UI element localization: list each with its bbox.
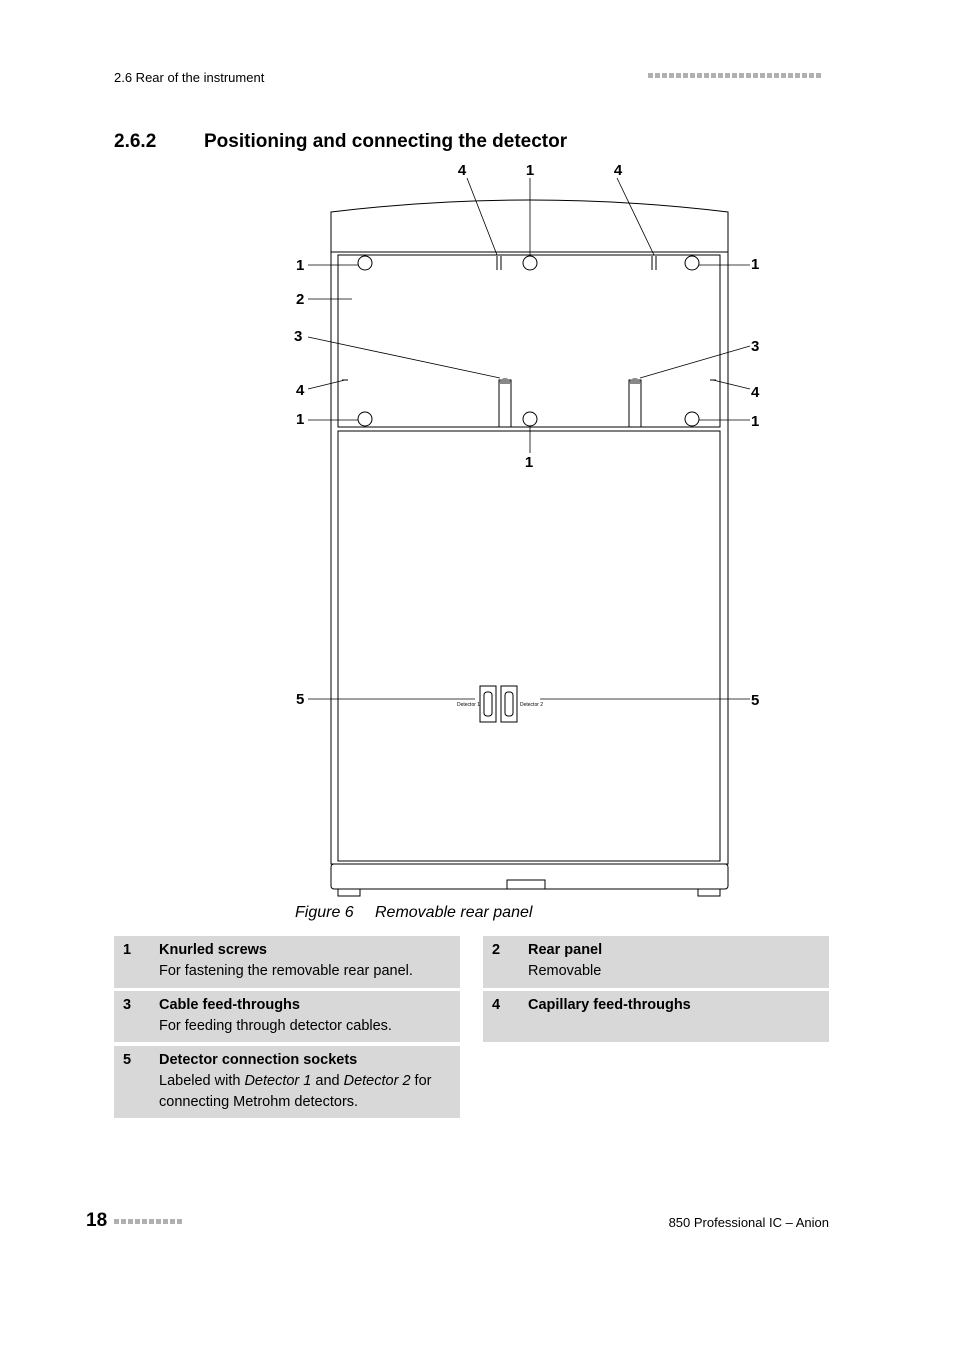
knurled-screw-icon [685,256,699,270]
legend-title: Rear panel [528,942,603,958]
legend-description: Labeled with Detector 1 and Detector 2 for connecting Metrohm detectors. [159,1073,432,1110]
legend-number: 5 [123,1052,132,1068]
callout-1: 1 [751,413,760,430]
legend-description: For fastening the removable rear panel. [159,963,413,979]
upper-panel [338,255,720,427]
knurled-screw-icon [523,412,537,426]
callout-1: 1 [525,162,535,179]
cable-feedthrough-right [629,380,641,427]
callout-3: 3 [751,338,760,355]
callout-5: 5 [751,692,760,709]
base [331,864,728,889]
foot-right [698,889,720,896]
callout-1: 1 [296,411,305,428]
knurled-screw-icon [358,256,372,270]
leader-line [467,178,497,255]
callout-1: 1 [524,454,534,471]
callout-3: 3 [294,328,303,345]
callout-1: 1 [751,256,760,273]
legend-item [483,936,829,988]
callout-5: 5 [296,691,305,708]
legend-description: For feeding through detector cables. [159,1018,392,1034]
rear-panel [338,431,720,861]
leader-line [617,178,654,255]
cable-feedthrough-left [499,380,511,427]
legend-title: Knurled screws [159,942,267,958]
knurled-screw-icon [358,412,372,426]
callout-4: 4 [296,382,305,399]
page-number: 18 [86,1210,108,1231]
figure-caption [295,904,532,922]
leader-line [308,337,500,378]
capillary-feedthrough-icon [497,256,501,270]
legend-title: Capillary feed-throughs [528,997,691,1013]
housing-outline [331,252,728,864]
callout-1: 1 [296,257,305,274]
foot-left [338,889,360,896]
callout-4: 4 [751,384,760,401]
leader-line [308,380,345,389]
legend-item [114,1046,460,1118]
legend-number: 1 [123,942,132,958]
leader-line [640,346,750,378]
legend-item [114,936,460,988]
legend-number: 2 [492,942,501,958]
figure-label: Figure 6 [295,904,354,921]
legend-title: Detector connection sockets [159,1052,358,1068]
footer-decoration [114,1219,182,1224]
legend-item [114,991,460,1042]
callout-4: 4 [457,162,467,179]
legend-description: Removable [528,963,602,979]
top-cover [331,200,728,252]
legend-title: Cable feed-throughs [159,997,300,1013]
detector-socket-icon [501,686,517,722]
socket-label-detector-2: Detector 2 [520,702,544,708]
base-notch [507,880,545,889]
section-title: Positioning and connecting the detector [204,131,568,152]
detector-socket-icon [480,686,496,722]
callout-2: 2 [296,291,305,308]
legend-number: 4 [492,997,501,1013]
callout-4: 4 [613,162,623,179]
leader-line [713,380,750,389]
section-number: 2.6.2 [114,131,157,152]
legend-number: 3 [123,997,132,1013]
knurled-screw-icon [685,412,699,426]
socket-label-detector-1: Detector 1 [457,702,481,708]
legend-item [483,991,829,1042]
capillary-feedthrough-icon [652,256,656,270]
product-name: 850 Professional IC – Anion [668,1215,829,1230]
running-header: 2.6 Rear of the instrument [114,70,265,85]
figure-caption-text: Removable rear panel [375,904,533,921]
knurled-screw-icon [523,256,537,270]
